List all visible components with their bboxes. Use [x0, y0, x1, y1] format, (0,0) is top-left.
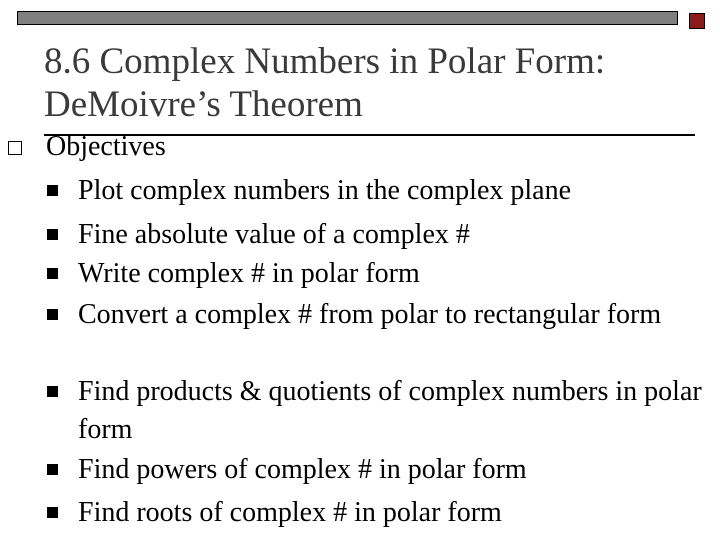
- filled-square-bullet-icon: [47, 386, 58, 397]
- objective-item: Find roots of complex # in polar form: [78, 497, 502, 528]
- objective-item: Plot complex numbers in the complex plane: [78, 175, 572, 206]
- objective-item: Find products & quotients of complex numbers in polar form: [78, 376, 702, 445]
- objective-item: Fine absolute value of a complex #: [78, 219, 470, 250]
- objective-item: Convert a complex # from polar to rectangular form: [78, 299, 662, 330]
- corner-square-icon: [689, 13, 705, 29]
- objective-item: Write complex # in polar form: [78, 258, 420, 289]
- filled-square-bullet-icon: [47, 185, 58, 196]
- section-heading: Objectives: [46, 131, 166, 162]
- slide-title-line-2: DeMoivre’s Theorem: [44, 84, 363, 125]
- filled-square-bullet-icon: [47, 268, 58, 279]
- filled-square-bullet-icon: [47, 507, 58, 518]
- slide-title: [44, 40, 694, 126]
- filled-square-bullet-icon: [47, 229, 58, 240]
- objective-item: Find powers of complex # in polar form: [78, 454, 527, 485]
- slide-title-line-1: 8.6 Complex Numbers in Polar Form:: [44, 41, 606, 82]
- filled-square-bullet-icon: [47, 464, 58, 475]
- filled-square-bullet-icon: [47, 309, 58, 320]
- top-decorative-bar: [17, 11, 678, 25]
- hollow-square-bullet-icon: [8, 141, 22, 155]
